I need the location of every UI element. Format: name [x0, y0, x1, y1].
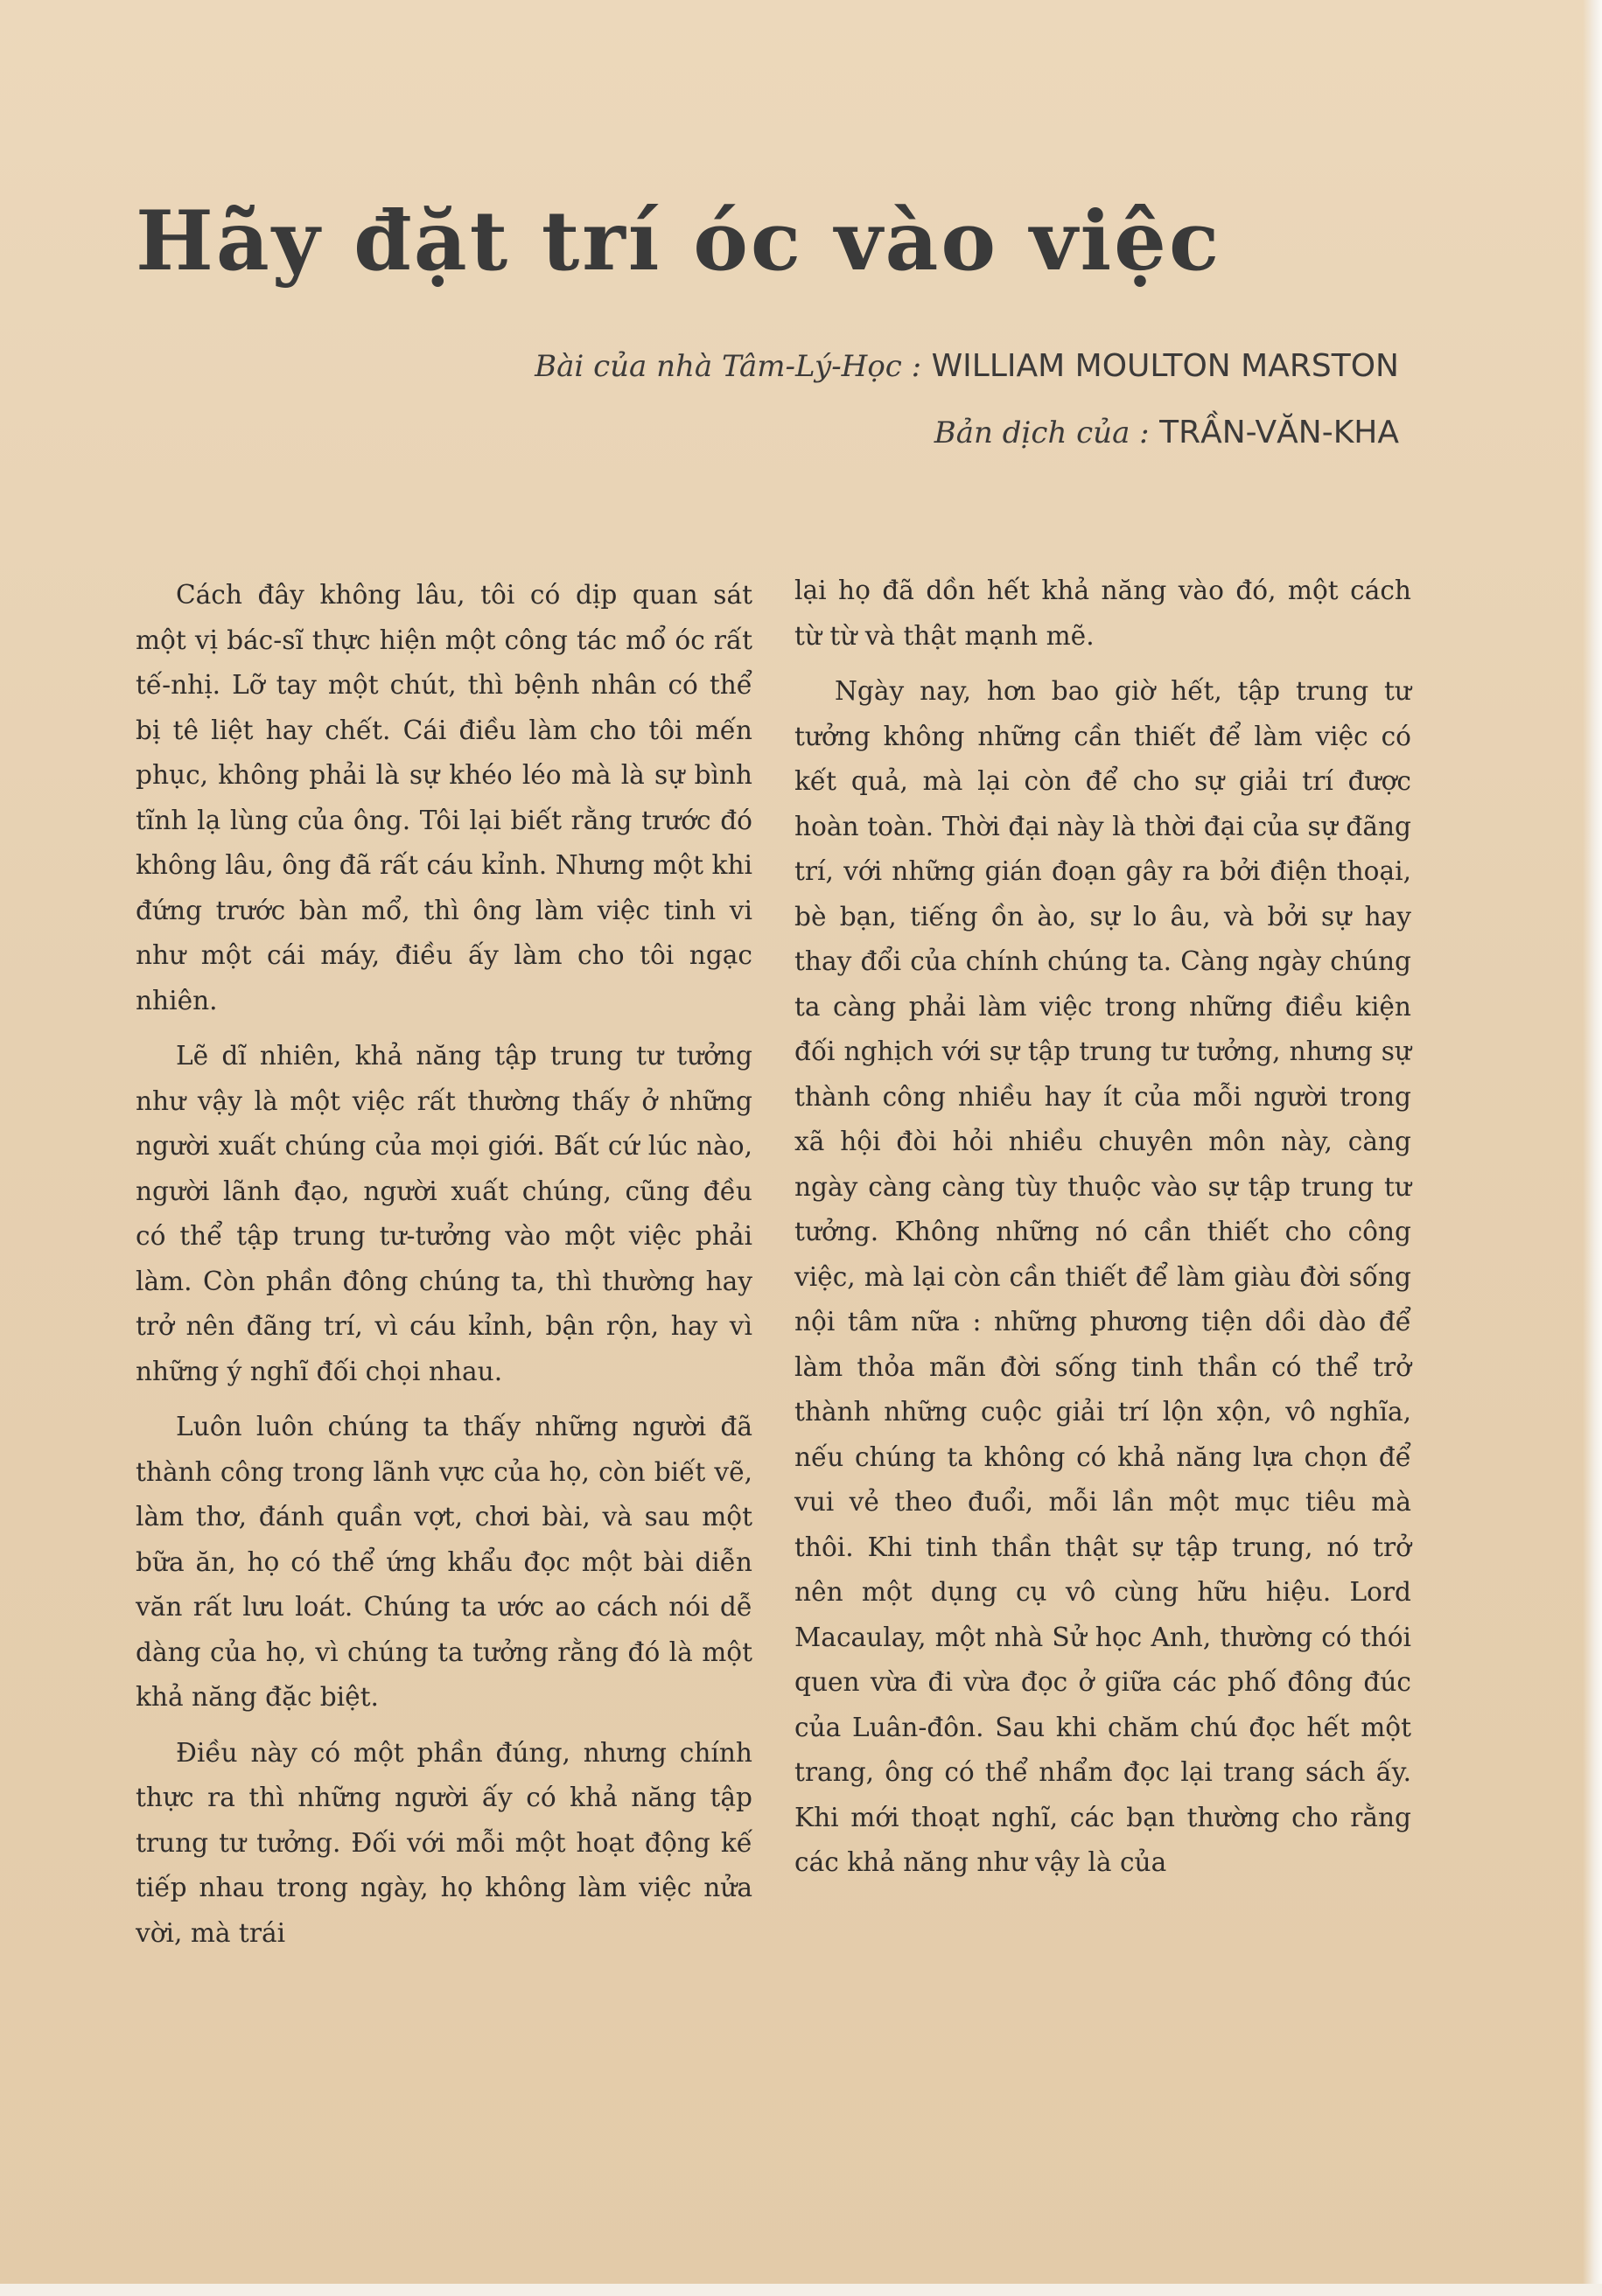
translator-label: Bản dịch của :	[934, 415, 1150, 450]
article-title: Hãy đặt trí óc vào việc	[136, 193, 1222, 290]
paragraph: Luôn luôn chúng ta thấy những người đã thành công trong lãnh vực của họ, còn biết vẽ, làm thơ, đánh quần vợt, chơi bài, và sau một bữa ăn, họ có thể ứng khẩu đọc một bài diễn văn rất lưu loát. Chúng ta ước ao cách nói dễ dàng của họ, vì chúng ta tưởng rằng đó là một khả năng đặc biệt.	[136, 1412, 752, 1712]
paragraph: Lẽ dĩ nhiên, khả năng tập trung tư tưởng như vậy là một việc rất thường thấy ở những người xuất chúng của mọi giới. Bất cứ lúc nào, người lãnh đạo, người xuất chúng, cũng đều có thể tập trung tư-tưởng vào một việc phải làm. Còn phần đông chúng ta, thì thường hay trở nên đãng trí, vì cáu kỉnh, bận rộn, hay vì những ý nghĩ đối chọi nhau.	[136, 1041, 752, 1386]
left-column	[136, 573, 752, 1966]
translator-credit	[934, 415, 1399, 450]
author-label: Bài của nhà Tâm-Lý-Học :	[535, 349, 922, 384]
page-edge	[1583, 0, 1602, 2296]
paragraph: Điều này có một phần đúng, nhưng chính thực ra thì những người ấy có khả năng tập trung tư tưởng. Đối với mỗi một hoạt động kế tiếp nhau trong ngày, họ không làm việc nửa vời, mà trái	[136, 1737, 752, 1948]
author-name: WILLIAM MOULTON MARSTON	[931, 348, 1399, 384]
page-edge-bottom	[0, 2284, 1602, 2296]
paragraph-continuation: lại họ đã dồn hết khả năng vào đó, một cách từ từ và thật mạnh mẽ.	[794, 576, 1411, 651]
author-credit	[535, 348, 1399, 384]
paragraph: Ngày nay, hơn bao giờ hết, tập trung tư tưởng không những cần thiết để làm việc có kết quả, mà lại còn để cho sự giải trí được hoàn toàn. Thời đại này là thời đại của sự đãng trí, với những gián đoạn gây ra bởi điện thoại, bè bạn, tiếng ồn ào, sự lo âu, và bởi sự hay thay đổi của chính chúng ta. Càng ngày chúng ta càng phải làm việc trong những điều kiện đối nghịch với sự tập trung tư tưởng, nhưng sự thành công nhiều hay ít của mỗi người trong xã hội đòi hỏi nhiều chuyên môn này, càng ngày càng càng tùy thuộc vào sự tập trung tư tưởng. Không những nó cần thiết cho công việc, mà lại còn cần thiết để làm giàu đời sống nội tâm nữa : những phương tiện dồi dào để làm thỏa mãn đời sống tinh thần có thể trở thành những cuộc giải trí lộn xộn, vô nghĩa, nếu chúng ta không có khả năng lựa chọn để vui vẻ theo đuổi, mỗi lần một mục tiêu mà thôi. Khi tinh thần thật sự tập trung, nó trở nên một dụng cụ vô cùng hữu hiệu. Lord Macaulay, một nhà Sử học Anh, thường có thói quen vừa đi vừa đọc ở giữa các phố đông đúc của Luân-đôn. Sau khi chăm chú đọc hết một trang, ông có thể nhẩm đọc lại trang sách ấy. Khi mới thoạt nghĩ, các bạn thường cho rằng các khả năng như vậy là của	[794, 676, 1411, 1877]
right-column	[794, 569, 1411, 1896]
paragraph: Cách đây không lâu, tôi có dịp quan sát một vị bác-sĩ thực hiện một công tác mổ óc rất tế-nhị. Lỡ tay một chút, thì bệnh nhân có thể bị tê liệt hay chết. Cái điều làm cho tôi mến phục, không phải là sự khéo léo mà là sự bình tĩnh lạ lùng của ông. Tôi lại biết rằng trước đó không lâu, ông đã rất cáu kỉnh. Nhưng một khi đứng trước bàn mổ, thì ông làm việc tinh vi như một cái máy, điều ấy làm cho tôi ngạc nhiên.	[136, 580, 752, 1015]
translator-name: TRẦN-VĂN-KHA	[1159, 415, 1399, 450]
